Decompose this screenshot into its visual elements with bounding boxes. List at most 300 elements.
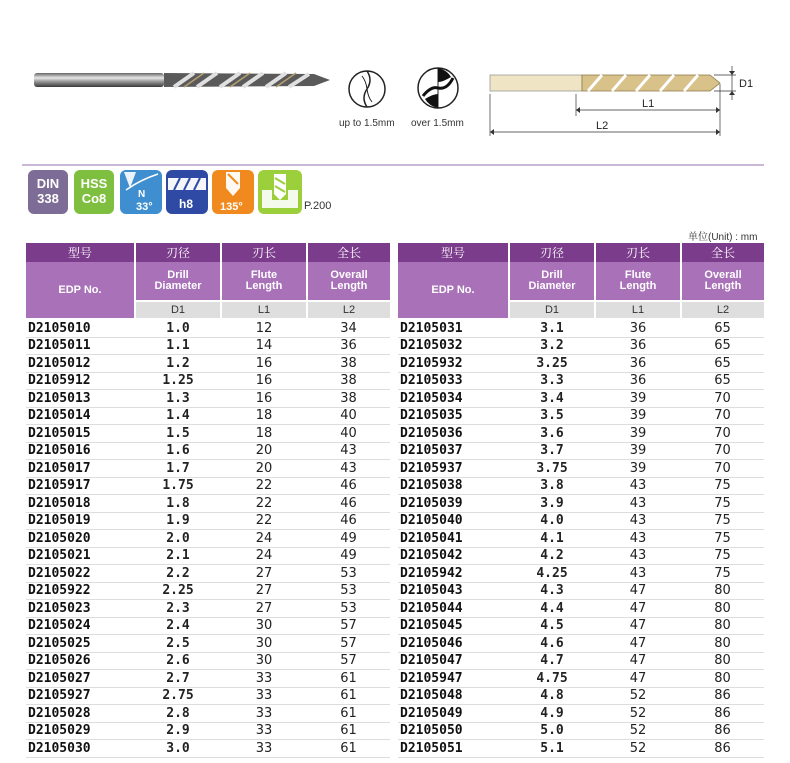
table-row bbox=[26, 390, 390, 408]
flute-length: 52 bbox=[595, 740, 681, 758]
table-row bbox=[398, 582, 764, 600]
edp-number: D2105027 bbox=[26, 670, 135, 688]
flute-length: 16 bbox=[221, 390, 307, 408]
table-row bbox=[398, 722, 764, 740]
flute-length: 22 bbox=[221, 477, 307, 495]
flute-length: 39 bbox=[595, 460, 681, 478]
table-row bbox=[398, 372, 764, 390]
caption-up-to: up to 1.5mm bbox=[339, 118, 395, 129]
drill-diameter: 3.75 bbox=[509, 460, 595, 478]
table-row bbox=[398, 617, 764, 635]
drill-diameter: 1.0 bbox=[135, 318, 221, 337]
flute-length: 22 bbox=[221, 512, 307, 530]
edp-number: D2105026 bbox=[26, 652, 135, 670]
edp-number: D2105942 bbox=[398, 565, 509, 583]
flute-length: 47 bbox=[595, 635, 681, 653]
header-edp: EDP No. bbox=[26, 262, 135, 318]
dim-l2-label: L2 bbox=[596, 120, 609, 132]
drill-diameter: 1.4 bbox=[135, 407, 221, 425]
cross-section-large-icon bbox=[415, 64, 461, 112]
symbol-d1: D1 bbox=[135, 301, 221, 318]
overall-length: 43 bbox=[307, 442, 390, 460]
edp-number: D2105048 bbox=[398, 687, 509, 705]
overall-length: 80 bbox=[681, 635, 764, 653]
drill-tolerance-icon bbox=[166, 170, 208, 214]
drill-diameter: 4.8 bbox=[509, 687, 595, 705]
edp-number: D2105016 bbox=[26, 442, 135, 460]
table-row bbox=[26, 600, 390, 618]
table-row bbox=[398, 670, 764, 688]
header-overall-cn: 全长 bbox=[681, 243, 764, 262]
flute-length: 43 bbox=[595, 565, 681, 583]
overall-length: 70 bbox=[681, 425, 764, 443]
edp-number: D2105010 bbox=[26, 318, 135, 337]
table-row bbox=[398, 687, 764, 705]
table-row bbox=[26, 477, 390, 495]
header-edp: EDP No. bbox=[398, 262, 509, 318]
flute-length: 33 bbox=[221, 740, 307, 758]
flute-length: 30 bbox=[221, 635, 307, 653]
header-flute-cn: 刃长 bbox=[595, 243, 681, 262]
overall-length: 65 bbox=[681, 372, 764, 390]
flute-length: 39 bbox=[595, 407, 681, 425]
drill-diameter: 1.7 bbox=[135, 460, 221, 478]
header-overall-en: Overall Length bbox=[681, 262, 764, 301]
edp-number: D2105040 bbox=[398, 512, 509, 530]
table-row bbox=[398, 337, 764, 355]
drill-diameter: 2.7 bbox=[135, 670, 221, 688]
header-flute-en: Flute Length bbox=[595, 262, 681, 301]
drill-diameter: 2.4 bbox=[135, 617, 221, 635]
drill-diameter: 4.25 bbox=[509, 565, 595, 583]
table-row bbox=[26, 565, 390, 583]
drill-diameter: 3.1 bbox=[509, 318, 595, 337]
drill-diameter: 2.75 bbox=[135, 687, 221, 705]
drill-diameter: 1.5 bbox=[135, 425, 221, 443]
table-row bbox=[398, 390, 764, 408]
overall-length: 75 bbox=[681, 547, 764, 565]
edp-number: D2105030 bbox=[26, 740, 135, 758]
edp-number: D2105937 bbox=[398, 460, 509, 478]
header-overall-en: Overall Length bbox=[307, 262, 390, 301]
table-row bbox=[398, 652, 764, 670]
overall-length: 75 bbox=[681, 512, 764, 530]
table-row bbox=[26, 425, 390, 443]
drill-diameter: 4.1 bbox=[509, 530, 595, 548]
flute-length: 18 bbox=[221, 425, 307, 443]
flute-length: 47 bbox=[595, 582, 681, 600]
drill-diameter: 3.0 bbox=[135, 740, 221, 758]
drill-diameter: 3.8 bbox=[509, 477, 595, 495]
edp-number: D2105033 bbox=[398, 372, 509, 390]
flute-length: 36 bbox=[595, 372, 681, 390]
flute-length: 36 bbox=[595, 355, 681, 373]
table-row bbox=[26, 372, 390, 390]
table-row bbox=[26, 740, 390, 758]
edp-number: D2105932 bbox=[398, 355, 509, 373]
drill-diameter: 4.7 bbox=[509, 652, 595, 670]
edp-number: D2105049 bbox=[398, 705, 509, 723]
flute-length: 30 bbox=[221, 617, 307, 635]
flute-length: 36 bbox=[595, 337, 681, 355]
overall-length: 53 bbox=[307, 582, 390, 600]
table-row bbox=[398, 547, 764, 565]
drill-diameter: 1.3 bbox=[135, 390, 221, 408]
edp-number: D2105017 bbox=[26, 460, 135, 478]
spec-table-right bbox=[398, 243, 764, 758]
flute-length: 39 bbox=[595, 442, 681, 460]
drill-diameter: 1.8 bbox=[135, 495, 221, 513]
drill-diameter: 3.3 bbox=[509, 372, 595, 390]
overall-length: 80 bbox=[681, 617, 764, 635]
edp-number: D2105029 bbox=[26, 722, 135, 740]
table-row bbox=[26, 582, 390, 600]
badge-hss-co8: HSS Co8 bbox=[74, 170, 114, 214]
drill-diameter: 4.5 bbox=[509, 617, 595, 635]
flute-length: 47 bbox=[595, 617, 681, 635]
header-diameter-cn: 刃径 bbox=[509, 243, 595, 262]
header-model-cn: 型号 bbox=[26, 243, 135, 262]
drill-diameter: 1.1 bbox=[135, 337, 221, 355]
svg-text:h8: h8 bbox=[179, 197, 194, 211]
table-row bbox=[26, 355, 390, 373]
table-row bbox=[26, 687, 390, 705]
edp-number: D2105036 bbox=[398, 425, 509, 443]
header-diameter-en: Drill Diameter bbox=[135, 262, 221, 301]
table-row bbox=[26, 512, 390, 530]
overall-length: 38 bbox=[307, 372, 390, 390]
overall-length: 49 bbox=[307, 530, 390, 548]
drill-diameter: 4.0 bbox=[509, 512, 595, 530]
overall-length: 40 bbox=[307, 407, 390, 425]
overall-length: 80 bbox=[681, 670, 764, 688]
svg-text:N: N bbox=[138, 189, 146, 200]
drill-diameter: 4.3 bbox=[509, 582, 595, 600]
drill-diameter: 3.4 bbox=[509, 390, 595, 408]
overall-length: 86 bbox=[681, 722, 764, 740]
unit-note: 单位(Unit) : mm bbox=[688, 232, 758, 243]
drill-diameter: 1.6 bbox=[135, 442, 221, 460]
flute-length: 43 bbox=[595, 547, 681, 565]
drill-diameter: 2.8 bbox=[135, 705, 221, 723]
overall-length: 46 bbox=[307, 495, 390, 513]
overall-length: 43 bbox=[307, 460, 390, 478]
table-row bbox=[26, 635, 390, 653]
dim-l1-label: L1 bbox=[642, 98, 655, 110]
flute-length: 43 bbox=[595, 477, 681, 495]
edp-number: D2105011 bbox=[26, 337, 135, 355]
badge-din-338: DIN 338 bbox=[28, 170, 68, 214]
point-angle-icon bbox=[212, 170, 254, 214]
drill-diameter: 3.7 bbox=[509, 442, 595, 460]
edp-number: D2105015 bbox=[26, 425, 135, 443]
drill-diameter: 5.1 bbox=[509, 740, 595, 758]
edp-number: D2105039 bbox=[398, 495, 509, 513]
header-model-cn: 型号 bbox=[398, 243, 509, 262]
overall-length: 65 bbox=[681, 355, 764, 373]
flute-length: 27 bbox=[221, 582, 307, 600]
flute-length: 27 bbox=[221, 565, 307, 583]
edp-number: D2105019 bbox=[26, 512, 135, 530]
table-row bbox=[398, 407, 764, 425]
edp-number: D2105045 bbox=[398, 617, 509, 635]
overall-length: 61 bbox=[307, 670, 390, 688]
header-flute-cn: 刃长 bbox=[221, 243, 307, 262]
table-row bbox=[26, 442, 390, 460]
drill-diameter: 2.6 bbox=[135, 652, 221, 670]
flute-length: 20 bbox=[221, 460, 307, 478]
edp-number: D2105022 bbox=[26, 565, 135, 583]
edp-number: D2105032 bbox=[398, 337, 509, 355]
svg-text:135°: 135° bbox=[220, 201, 243, 213]
edp-number: D2105031 bbox=[398, 318, 509, 337]
edp-number: D2105947 bbox=[398, 670, 509, 688]
edp-number: D2105046 bbox=[398, 635, 509, 653]
flute-length: 33 bbox=[221, 722, 307, 740]
overall-length: 86 bbox=[681, 687, 764, 705]
flute-length: 43 bbox=[595, 530, 681, 548]
overall-length: 38 bbox=[307, 390, 390, 408]
cross-section-small-icon bbox=[346, 66, 388, 112]
flute-length: 16 bbox=[221, 372, 307, 390]
overall-length: 75 bbox=[681, 495, 764, 513]
edp-number: D2105042 bbox=[398, 547, 509, 565]
table-row bbox=[26, 617, 390, 635]
caption-over: over 1.5mm bbox=[411, 118, 464, 129]
edp-number: D2105035 bbox=[398, 407, 509, 425]
table-row bbox=[398, 460, 764, 478]
badge-tolerance-h8 bbox=[166, 170, 208, 214]
table-row bbox=[398, 318, 764, 337]
drill-photo bbox=[34, 66, 334, 94]
flute-length: 27 bbox=[221, 600, 307, 618]
overall-length: 80 bbox=[681, 652, 764, 670]
drill-diameter: 1.9 bbox=[135, 512, 221, 530]
flute-length: 12 bbox=[221, 318, 307, 337]
flute-length: 33 bbox=[221, 670, 307, 688]
table-row bbox=[26, 705, 390, 723]
overall-length: 57 bbox=[307, 652, 390, 670]
flute-length: 33 bbox=[221, 705, 307, 723]
dimension-drawing bbox=[488, 60, 758, 142]
flute-length: 39 bbox=[595, 425, 681, 443]
spec-table-left bbox=[26, 243, 390, 758]
drill-diameter: 2.3 bbox=[135, 600, 221, 618]
edp-number: D2105028 bbox=[26, 705, 135, 723]
flute-length: 24 bbox=[221, 530, 307, 548]
badge-helix-angle bbox=[120, 170, 162, 214]
drill-diameter: 4.9 bbox=[509, 705, 595, 723]
dim-d1-label: D1 bbox=[739, 78, 754, 90]
edp-number: D2105050 bbox=[398, 722, 509, 740]
drill-diameter: 3.9 bbox=[509, 495, 595, 513]
flute-length: 33 bbox=[221, 687, 307, 705]
page-reference: P.200 bbox=[304, 200, 332, 212]
overall-length: 80 bbox=[681, 600, 764, 618]
overall-length: 70 bbox=[681, 407, 764, 425]
badge-point-angle bbox=[212, 170, 254, 214]
overall-length: 49 bbox=[307, 547, 390, 565]
edp-number: D2105912 bbox=[26, 372, 135, 390]
flute-length: 18 bbox=[221, 407, 307, 425]
drill-diameter: 5.0 bbox=[509, 722, 595, 740]
flute-length: 43 bbox=[595, 495, 681, 513]
drill-diameter: 4.2 bbox=[509, 547, 595, 565]
table-row bbox=[398, 635, 764, 653]
edp-number: D2105922 bbox=[26, 582, 135, 600]
table-row bbox=[26, 407, 390, 425]
flute-length: 20 bbox=[221, 442, 307, 460]
overall-length: 80 bbox=[681, 582, 764, 600]
drill-diameter: 2.25 bbox=[135, 582, 221, 600]
flute-length: 47 bbox=[595, 670, 681, 688]
edp-number: D2105041 bbox=[398, 530, 509, 548]
drill-diameter: 2.5 bbox=[135, 635, 221, 653]
edp-number: D2105917 bbox=[26, 477, 135, 495]
drill-diameter: 1.25 bbox=[135, 372, 221, 390]
table-row bbox=[398, 740, 764, 758]
edp-number: D2105043 bbox=[398, 582, 509, 600]
drill-diameter: 1.75 bbox=[135, 477, 221, 495]
drill-diameter: 3.25 bbox=[509, 355, 595, 373]
symbol-l1: L1 bbox=[221, 301, 307, 318]
flute-length: 52 bbox=[595, 722, 681, 740]
table-row bbox=[398, 705, 764, 723]
overall-length: 70 bbox=[681, 442, 764, 460]
drill-diameter: 3.6 bbox=[509, 425, 595, 443]
overall-length: 86 bbox=[681, 740, 764, 758]
table-row bbox=[26, 652, 390, 670]
overall-length: 75 bbox=[681, 477, 764, 495]
drill-diameter: 2.0 bbox=[135, 530, 221, 548]
overall-length: 57 bbox=[307, 635, 390, 653]
table-row bbox=[26, 547, 390, 565]
flute-length: 36 bbox=[595, 318, 681, 337]
overall-length: 65 bbox=[681, 337, 764, 355]
flute-length: 47 bbox=[595, 652, 681, 670]
flute-length: 52 bbox=[595, 705, 681, 723]
drill-diameter: 4.75 bbox=[509, 670, 595, 688]
edp-number: D2105014 bbox=[26, 407, 135, 425]
edp-number: D2105021 bbox=[26, 547, 135, 565]
header-diameter-cn: 刃径 bbox=[135, 243, 221, 262]
edp-number: D2105025 bbox=[26, 635, 135, 653]
flute-length: 16 bbox=[221, 355, 307, 373]
drill-diameter: 3.2 bbox=[509, 337, 595, 355]
edp-number: D2105927 bbox=[26, 687, 135, 705]
table-row bbox=[398, 495, 764, 513]
edp-number: D2105020 bbox=[26, 530, 135, 548]
overall-length: 36 bbox=[307, 337, 390, 355]
table-row bbox=[398, 442, 764, 460]
overall-length: 65 bbox=[681, 318, 764, 337]
flute-length: 43 bbox=[595, 512, 681, 530]
flute-length: 22 bbox=[221, 495, 307, 513]
edp-number: D2105047 bbox=[398, 652, 509, 670]
flute-length: 39 bbox=[595, 390, 681, 408]
table-row bbox=[26, 337, 390, 355]
drill-diameter: 2.2 bbox=[135, 565, 221, 583]
flute-length: 52 bbox=[595, 687, 681, 705]
table-row bbox=[398, 355, 764, 373]
edp-number: D2105044 bbox=[398, 600, 509, 618]
header-flute-en: Flute Length bbox=[221, 262, 307, 301]
drill-diameter: 2.1 bbox=[135, 547, 221, 565]
table-row bbox=[26, 495, 390, 513]
overall-length: 46 bbox=[307, 512, 390, 530]
overall-length: 53 bbox=[307, 565, 390, 583]
edp-number: D2105023 bbox=[26, 600, 135, 618]
flute-length: 47 bbox=[595, 600, 681, 618]
symbol-l1: L1 bbox=[595, 301, 681, 318]
table-row bbox=[26, 670, 390, 688]
overall-length: 38 bbox=[307, 355, 390, 373]
header-overall-cn: 全长 bbox=[307, 243, 390, 262]
edp-number: D2105018 bbox=[26, 495, 135, 513]
drill-diameter: 1.2 bbox=[135, 355, 221, 373]
edp-number: D2105034 bbox=[398, 390, 509, 408]
section-divider bbox=[22, 164, 764, 166]
table-row bbox=[398, 477, 764, 495]
edp-number: D2105013 bbox=[26, 390, 135, 408]
drill-diameter: 3.5 bbox=[509, 407, 595, 425]
edp-number: D2105038 bbox=[398, 477, 509, 495]
drill-diameter: 4.6 bbox=[509, 635, 595, 653]
drill-diameter: 4.4 bbox=[509, 600, 595, 618]
header-diameter-en: Drill Diameter bbox=[509, 262, 595, 301]
overall-length: 46 bbox=[307, 477, 390, 495]
flute-length: 30 bbox=[221, 652, 307, 670]
symbol-d1: D1 bbox=[509, 301, 595, 318]
svg-text:33°: 33° bbox=[136, 201, 153, 213]
table-row bbox=[398, 530, 764, 548]
overall-length: 75 bbox=[681, 565, 764, 583]
overall-length: 61 bbox=[307, 740, 390, 758]
edp-number: D2105024 bbox=[26, 617, 135, 635]
overall-length: 61 bbox=[307, 722, 390, 740]
table-row bbox=[398, 600, 764, 618]
table-row bbox=[26, 722, 390, 740]
application-icon bbox=[258, 170, 302, 214]
flute-length: 14 bbox=[221, 337, 307, 355]
overall-length: 34 bbox=[307, 318, 390, 337]
overall-length: 75 bbox=[681, 530, 764, 548]
table-row bbox=[398, 425, 764, 443]
overall-length: 86 bbox=[681, 705, 764, 723]
overall-length: 61 bbox=[307, 705, 390, 723]
symbol-l2: L2 bbox=[307, 301, 390, 318]
overall-length: 57 bbox=[307, 617, 390, 635]
symbol-l2: L2 bbox=[681, 301, 764, 318]
badge-application bbox=[258, 170, 302, 214]
table-row bbox=[26, 318, 390, 337]
overall-length: 40 bbox=[307, 425, 390, 443]
overall-length: 70 bbox=[681, 390, 764, 408]
drill-diameter: 2.9 bbox=[135, 722, 221, 740]
edp-number: D2105012 bbox=[26, 355, 135, 373]
edp-number: D2105037 bbox=[398, 442, 509, 460]
table-row bbox=[26, 530, 390, 548]
helix-angle-icon bbox=[120, 170, 162, 214]
table-row bbox=[398, 512, 764, 530]
overall-length: 70 bbox=[681, 460, 764, 478]
flute-length: 24 bbox=[221, 547, 307, 565]
table-row bbox=[398, 565, 764, 583]
overall-length: 61 bbox=[307, 687, 390, 705]
table-row bbox=[26, 460, 390, 478]
edp-number: D2105051 bbox=[398, 740, 509, 758]
overall-length: 53 bbox=[307, 600, 390, 618]
